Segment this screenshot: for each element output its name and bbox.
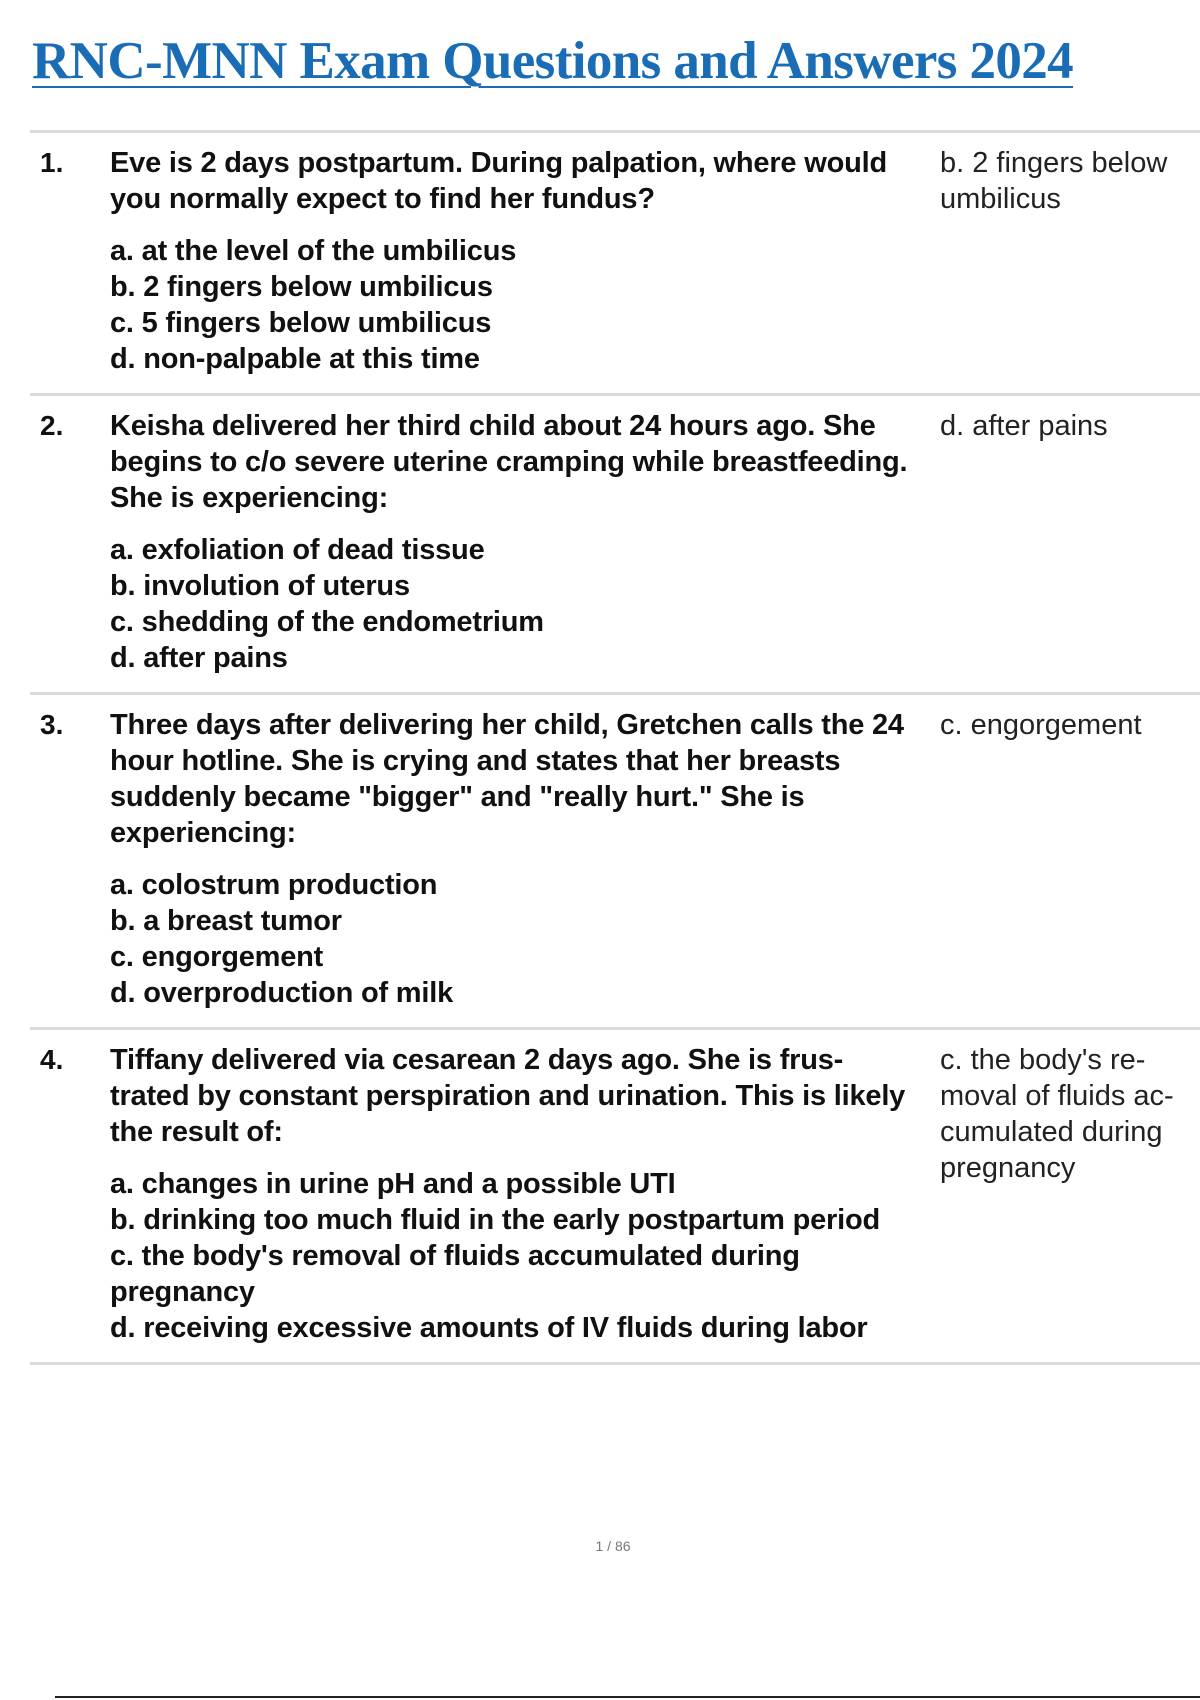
option-c: c. 5 fingers below umbilicus	[110, 307, 492, 339]
question-number: 3.	[40, 709, 64, 740]
question-body	[110, 145, 930, 377]
option-d: d. after pains	[110, 642, 288, 674]
question-row-1	[30, 133, 1200, 396]
question-body	[110, 1042, 930, 1346]
option-d: d. non-palpable at this time	[110, 343, 480, 375]
option-c: c. engorgement	[110, 941, 324, 973]
question-text: Three days after delivering her child, Gretchen calls the 24 hour hotline. She is crying and states that her breasts suddenly became "bigger" and "really hurt." She is experiencing:	[110, 709, 904, 849]
option-c: c. shedding of the endometrium	[110, 606, 544, 638]
option-a: a. colostrum production	[110, 869, 438, 901]
answer-text: b. 2 fingers below umbilicus	[940, 147, 1168, 215]
option-d: d. overproduction of milk	[110, 977, 454, 1009]
option-b: b. involution of uterus	[110, 570, 410, 602]
question-text: Keisha delivered her third child about 24 hours ago. She begins to c/o severe uterine cramping while breastfeeding. She is experiencing:	[110, 410, 908, 514]
question-number: 2.	[40, 410, 64, 441]
document-title: RNC-MNN Exam Questions and Answers 2024	[32, 32, 1074, 90]
option-b: b. 2 fingers below umbilicus	[110, 271, 493, 303]
option-list	[110, 233, 930, 377]
option-list	[110, 1166, 930, 1346]
question-text: Tiffany delivered via cesarean 2 days ago. She is frus- trated by constant perspiration and urination. This is likely the result of:	[110, 1044, 906, 1148]
question-body	[110, 707, 930, 1011]
footer-divider	[55, 1696, 1200, 1698]
option-list	[110, 532, 930, 676]
option-d: d. receiving excessive amounts of IV fluids during labor	[110, 1312, 868, 1344]
option-list	[110, 867, 930, 1011]
question-number: 4.	[40, 1044, 64, 1075]
qa-table	[30, 130, 1200, 1365]
question-body	[110, 408, 930, 676]
answer-text: d. after pains	[940, 410, 1108, 442]
question-text: Eve is 2 days postpartum. During palpation, where would you normally expect to find her fundus?	[110, 147, 887, 215]
page-indicator: 1 / 86	[595, 1538, 631, 1554]
question-row-4	[30, 1030, 1200, 1365]
answer-text: c. the body's re- moval of fluids ac- cumulated during pregnancy	[940, 1044, 1174, 1184]
question-row-2	[30, 396, 1200, 695]
option-b: b. a breast tumor	[110, 905, 342, 937]
option-a: a. changes in urine pH and a possible UTI	[110, 1168, 676, 1200]
option-b: b. drinking too much fluid in the early postpartum period	[110, 1204, 881, 1236]
question-row-3	[30, 695, 1200, 1030]
answer-text: c. engorgement	[940, 709, 1142, 741]
option-a: a. at the level of the umbilicus	[110, 235, 517, 267]
option-c: c. the body's removal of fluids accumulated during pregnancy	[110, 1240, 800, 1308]
question-number: 1.	[40, 147, 64, 178]
option-a: a. exfoliation of dead tissue	[110, 534, 485, 566]
